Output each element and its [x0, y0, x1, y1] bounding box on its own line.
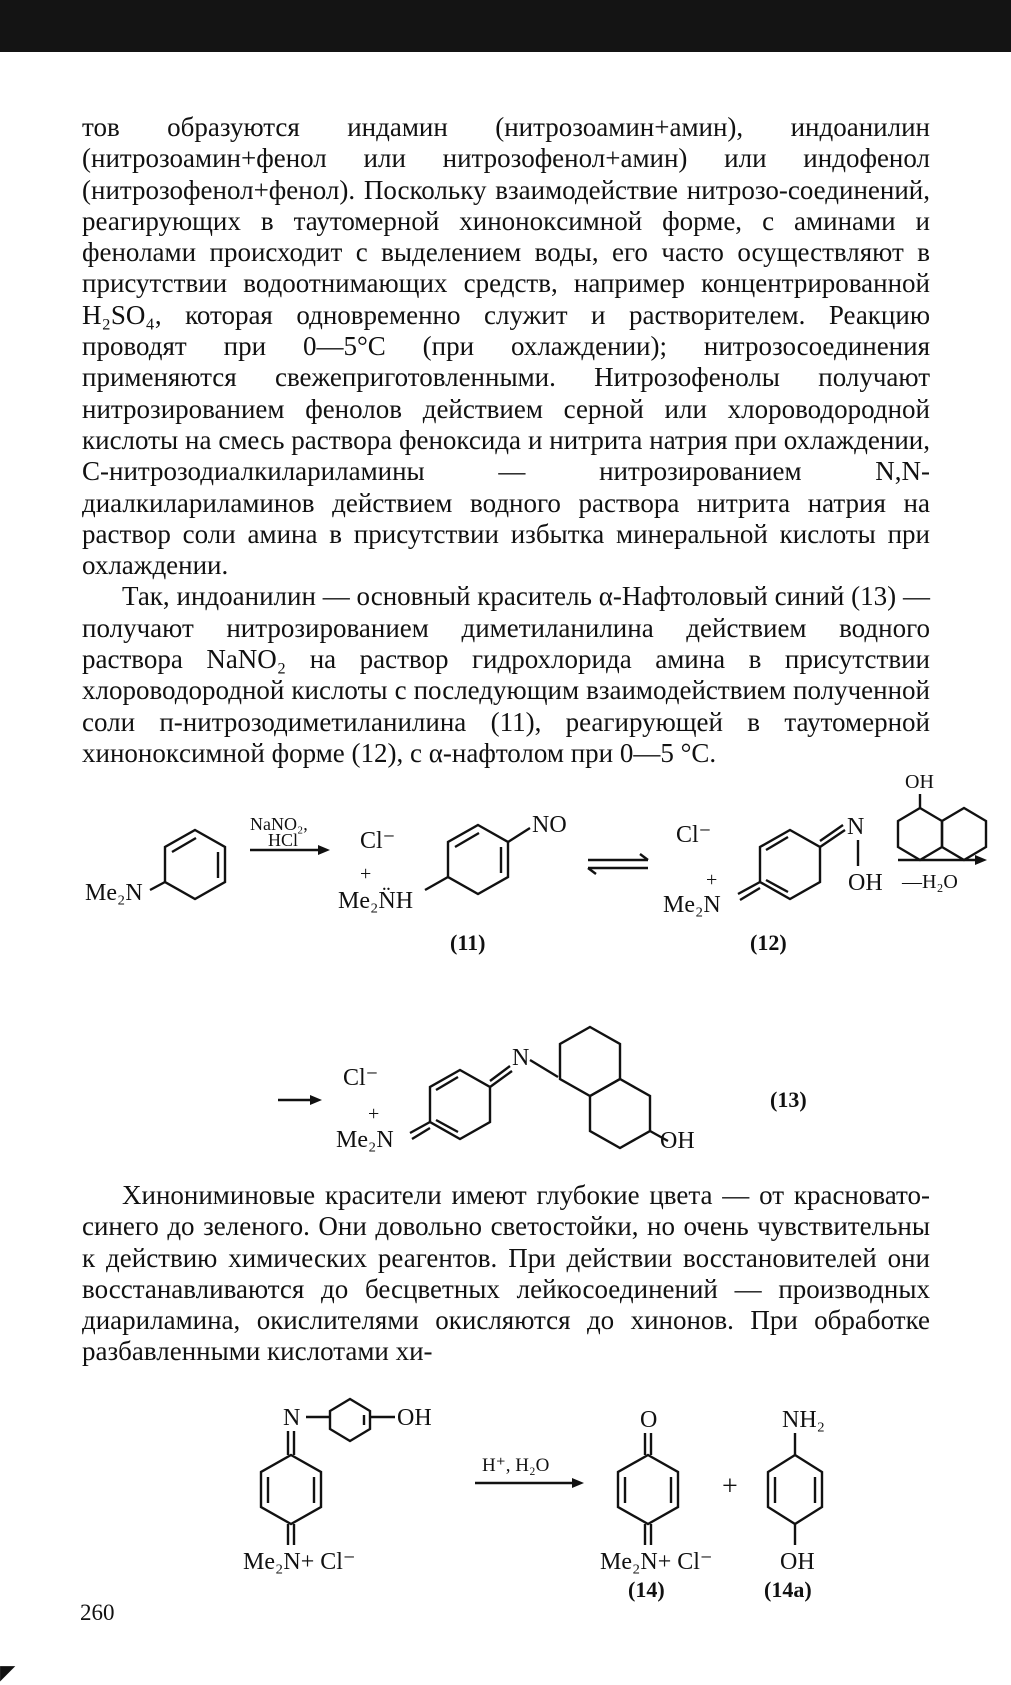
dimethylamino-label: Me₂N: [85, 880, 143, 906]
benzene-ring-dimethylaniline: [150, 830, 225, 899]
phenol-ring-left: [330, 1399, 370, 1441]
phenol-hydroxyl-left: OH: [397, 1405, 432, 1431]
dye-dimethyliminium: Me₂N: [336, 1127, 394, 1153]
plus-charge-1: +: [360, 863, 372, 885]
iminium-salt-product: Me₂N+ Cl⁻: [600, 1549, 713, 1575]
aminophenol-hydroxyl: OH: [780, 1549, 815, 1575]
compound-label-14a: (14a): [764, 1577, 812, 1602]
imine-nitrogen-left: N: [283, 1405, 301, 1431]
compound-label-11: (11): [450, 930, 486, 955]
compound-label-12: (12): [750, 930, 787, 955]
page-body: [82, 112, 930, 769]
quinonoid-ring-dye: [410, 1060, 558, 1139]
chloride-ion-2: Cl⁻: [676, 822, 712, 848]
benzene-ring-nitroso: [425, 825, 530, 894]
reagent-nano2: NaNO₂,: [250, 814, 308, 834]
reaction-scheme-1: [0, 771, 1011, 1015]
oxime-nitrogen: N: [847, 814, 865, 840]
chloride-ion-3: Cl⁻: [343, 1065, 379, 1091]
paragraph-1-text: тов образуются индамин (нитрозоамин+амин), индоанилин (нитрозоамин+фенол или нитрозофенол+амин) или индофенол (нитрозофенол+фенол). Поскольку взаимодействие нитрозо-соединений, реагирующих в таутомерной хинонокcимной форме, с аминами и фенолами происходит с выделением воды, его часто осуществляют в присутствии водоотнимающих средств, например концентрированной: [82, 112, 930, 299]
imine-nitrogen: N: [512, 1045, 530, 1071]
naphthalene-rings-dye: [560, 1027, 668, 1148]
hydrolysis-conditions: H⁺, H₂O: [482, 1455, 550, 1476]
water-loss-label: —H₂O: [902, 871, 958, 893]
plus-charge-3: +: [368, 1103, 380, 1125]
formula-h2so4: H₂SO₄: [82, 299, 155, 330]
scan-corner-mark: ◤: [0, 1662, 16, 1684]
oxime-hydroxyl: OH: [848, 870, 883, 896]
scan-top-border: [0, 0, 1011, 52]
naphthol-rings: [898, 794, 986, 860]
nitroso-group: NO: [532, 812, 567, 838]
compound-label-14: (14): [628, 1577, 665, 1602]
aminophenol-ring: [768, 1455, 822, 1545]
reaction-scheme-3: [0, 1395, 1011, 1605]
quinonoid-ring-tautomer: [738, 825, 858, 900]
iminium-salt-left: Me₂N+ Cl⁻: [243, 1549, 356, 1575]
naphthol-hydroxyl: OH: [905, 771, 934, 793]
chloride-ion-1: Cl⁻: [360, 828, 396, 854]
page-body-2: [82, 1180, 930, 1368]
dye-hydroxyl: OH: [660, 1128, 695, 1154]
quinonoid-ring-product: [618, 1455, 678, 1545]
tautomer-dimethyliminium: Me₂N: [663, 892, 721, 918]
paragraph-2: Так, индоанилин — основный краситель α-Нафтоловый синий (13) — получают нитрозированием диметиланилина действием водного раствора NaNO₂ на раствор гидрохлорида амина в присутствии хлороводородной кислоты с последующим взаимодействием полученной соли п-нитрозодиметиланилина (11), реагирующей в таутомерной хинонокcимной форме (12), с α-нафтолом при 0—5 °С.: [82, 581, 930, 768]
ammonium-group: Me₂N̈H: [338, 888, 414, 914]
page-number: 260: [80, 1600, 115, 1625]
amino-group: NH₂: [782, 1407, 826, 1433]
quinone-oxygen: O: [640, 1407, 658, 1433]
reaction-scheme-2: [0, 1015, 1011, 1165]
paragraph-3: Хинониминовые красители имеют глубокие цвета — от красновато-синего до зеленого. Они довольно светостойки, но очень чувствительны к действию химических реагентов. При действии восстановителей они восстанавливаются до бесцветных лейкосоединений — производных диариламина, окислителями окисляются до хинонов. При обработке разбавленными кислотами хи-: [82, 1180, 930, 1367]
quinonoid-ring-left: [261, 1455, 321, 1545]
compound-label-13: (13): [770, 1087, 807, 1112]
plus-charge-2: +: [706, 869, 718, 891]
reagent-hcl: HCl: [268, 830, 299, 850]
plus-sign: +: [722, 1471, 738, 1502]
paragraph-1-text-end: , которая одновременно служит и растворителем. Реакцию проводят при 0—5°С (при охлаждении); нитрозосоединения применяются свежеприготовленными. Нитрозофенолы получают нитрозированием фенолов действием серной или хлороводородной кислоты на смесь раствора феноксида и нитрита натрия при охлаждении, С-нитрозодиалкилариламины — нитрозированием N,N-диалкилариламинов действием водного раствора нитрита натрия на раствор соли амина в присутствии избытка минеральной кислоты при охлаждении.: [82, 299, 930, 581]
paragraph-1: [82, 112, 930, 581]
